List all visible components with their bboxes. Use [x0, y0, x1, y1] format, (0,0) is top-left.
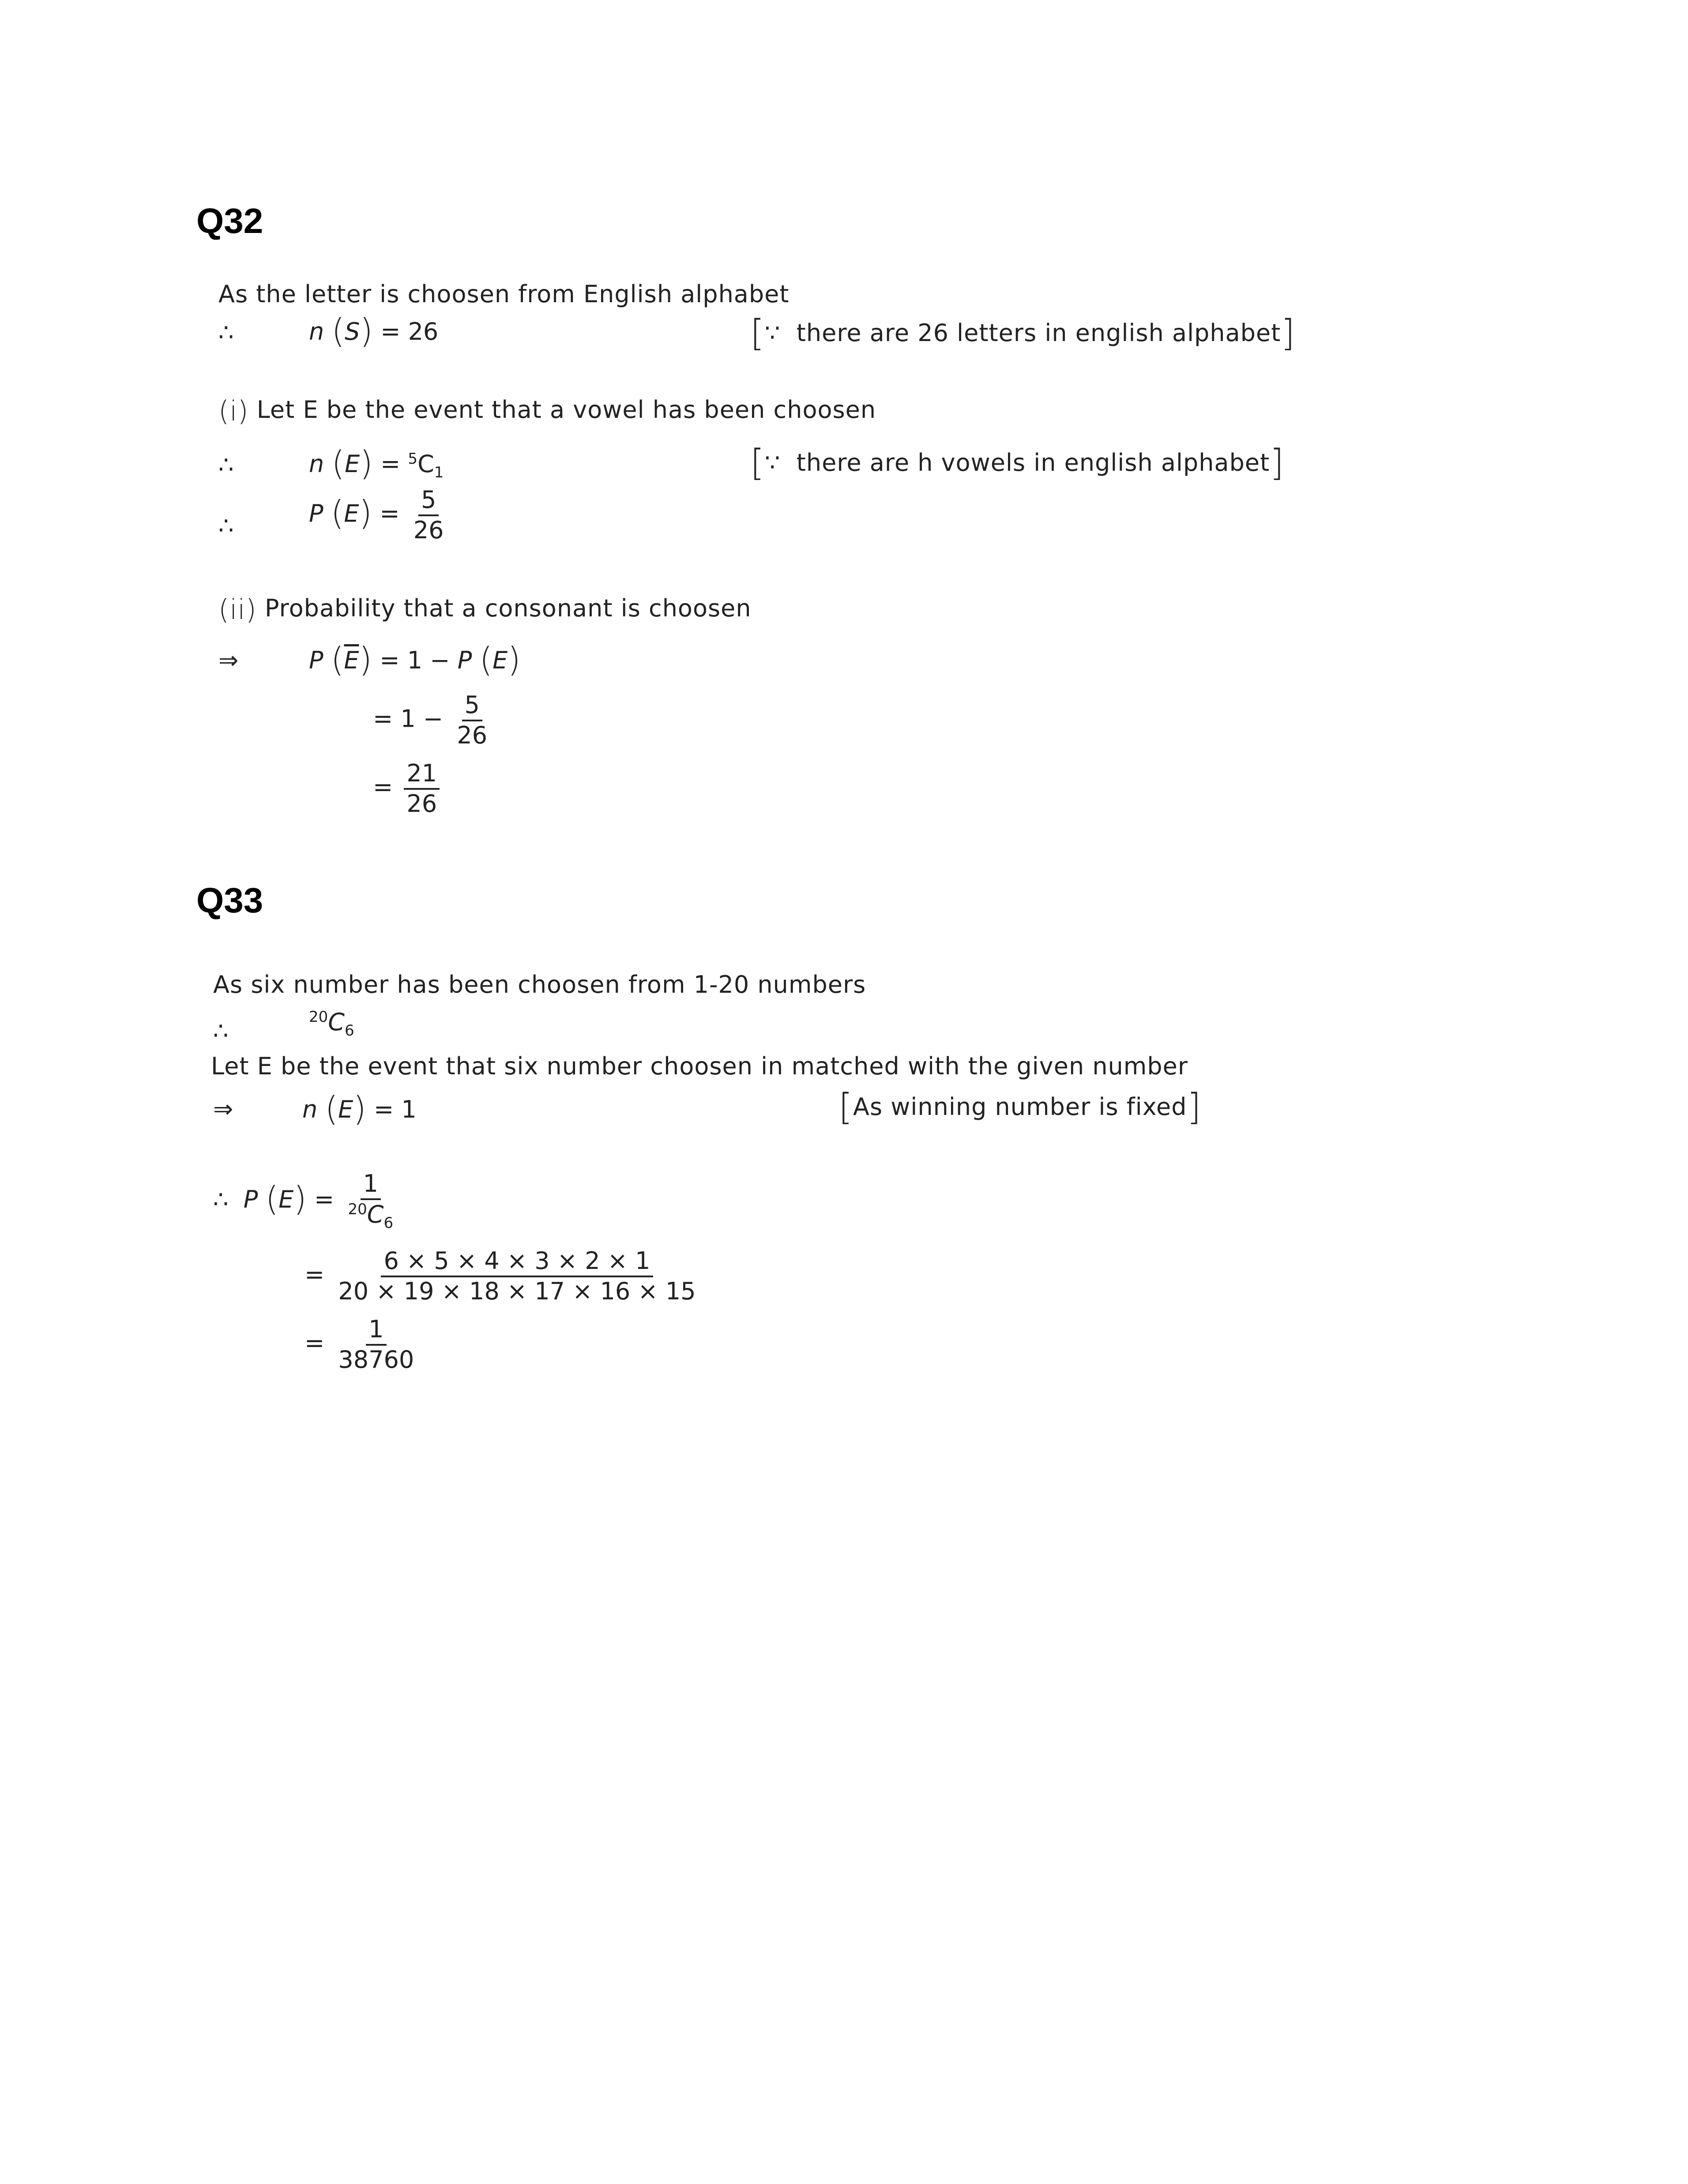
- q32-ne-sup: 5: [408, 450, 418, 468]
- q33-step2-num: 1: [366, 1317, 386, 1346]
- q32-ns-equation: n (S) = 26: [309, 311, 439, 350]
- implies-symbol: ⇒: [213, 1095, 233, 1123]
- q32-ne-note: [∵ there are h vowels in english alphabet]: [750, 442, 1285, 484]
- q32-part-ii: [218, 593, 752, 626]
- q32-part-i: [218, 395, 876, 427]
- q33-step2-fraction: [335, 1317, 417, 1372]
- therefore-symbol: ∴: [218, 451, 234, 479]
- q32-step2-den: 26: [406, 789, 437, 818]
- q33-comb-sub: 6: [344, 1021, 354, 1039]
- q33-heading: Q33: [196, 881, 263, 920]
- q32-ns-note: [∵ there are 26 letters in english alphabet]: [750, 312, 1296, 354]
- q33-pe-den-sup: 20: [348, 1200, 367, 1218]
- q33-combination: $^{20}C_6$: [309, 1008, 354, 1039]
- because-symbol: ∵: [765, 449, 781, 477]
- q33-step1-num: 6 × 5 × 4 × 3 × 2 × 1: [381, 1249, 653, 1277]
- q32-ns-value: 26: [408, 318, 439, 345]
- implies-symbol: ⇒: [218, 646, 239, 674]
- q32-complement-equation: P $(\overline{E}) = 1 - P$ (E): [309, 640, 521, 679]
- q33-intro: As six number has been choosen from 1-20 numbers: [213, 971, 866, 998]
- q33-pe-den: $^{20}C_6$: [348, 1200, 394, 1232]
- q32-step1-fraction: [454, 693, 490, 748]
- q32-pe-fraction: [411, 488, 447, 543]
- q33-pe-fraction: [345, 1171, 396, 1231]
- q32-intro: As the letter is choosen from English alphabet: [218, 280, 789, 308]
- therefore-symbol: ∴: [213, 1186, 229, 1214]
- therefore-symbol: ∴: [218, 319, 234, 346]
- q33-ne-note-text: As winning number is fixed: [853, 1093, 1187, 1121]
- q32-ne-sub: 1: [434, 463, 444, 481]
- q33-step1-fraction: [335, 1249, 698, 1304]
- q32-step1: = 1 − $\frac{5}{26}$: [373, 693, 490, 748]
- q32-heading: Q32: [196, 201, 263, 240]
- q33-pe-den-sub: 6: [383, 1214, 394, 1232]
- q32-ne-note-text: there are h vowels in english alphabet: [796, 449, 1270, 477]
- q33-pe-equation: ∴ P (E) = $\frac{1}{^{20}C_6}$: [213, 1171, 396, 1231]
- q32-part-ii-marker: (ii): [218, 593, 257, 626]
- therefore-symbol: ∴: [218, 512, 234, 540]
- q33-pe-num: 1: [361, 1171, 381, 1200]
- q32-pe-num: 5: [418, 488, 439, 516]
- q32-part-i-text: Let E be the event that a vowel has been choosen: [256, 396, 876, 424]
- q33-step1: = $\frac{6 \times 5 \times 4 \times 3 \times 2 \times 1}{20 \times 19 \times 18 \times 17 \times 16 \times 15}$: [305, 1249, 699, 1304]
- q32-step1-num: 5: [462, 693, 482, 721]
- q32-step2-fraction: [404, 761, 440, 816]
- because-symbol: ∵: [765, 319, 781, 347]
- q32-part-ii-text: Probability that a consonant is choosen: [265, 594, 752, 622]
- q32-step2-num: 21: [404, 761, 440, 790]
- q33-comb-sup: 20: [309, 1008, 328, 1026]
- q32-step2: = $\frac{21}{26}$: [373, 761, 440, 816]
- q32-ns-note-text: there are 26 letters in english alphabet: [796, 319, 1281, 347]
- q33-event-text: Let E be the event that six number choosen in matched with the given number: [211, 1052, 1188, 1080]
- q33-step2-den: 38760: [338, 1345, 414, 1373]
- q33-step2: = $\frac{1}{38760}$: [305, 1317, 417, 1372]
- q32-ne-equation: n $(E) = ^5C_1$: [309, 443, 444, 483]
- q32-pe-equation: P (E) = $\frac{5}{26}$: [309, 488, 446, 543]
- q33-ne-equation: n (E) = 1: [302, 1089, 417, 1128]
- q32-part-i-marker: (i): [218, 395, 249, 427]
- therefore-symbol: ∴: [213, 1017, 229, 1045]
- q33-step1-den: 20 × 19 × 18 × 17 × 16 × 15: [338, 1277, 696, 1305]
- q32-step1-den: 26: [457, 721, 488, 749]
- q33-ne-note: [As winning number is fixed]: [838, 1086, 1202, 1128]
- q33-ne-value: 1: [401, 1096, 417, 1123]
- q32-pe-den: 26: [413, 516, 444, 544]
